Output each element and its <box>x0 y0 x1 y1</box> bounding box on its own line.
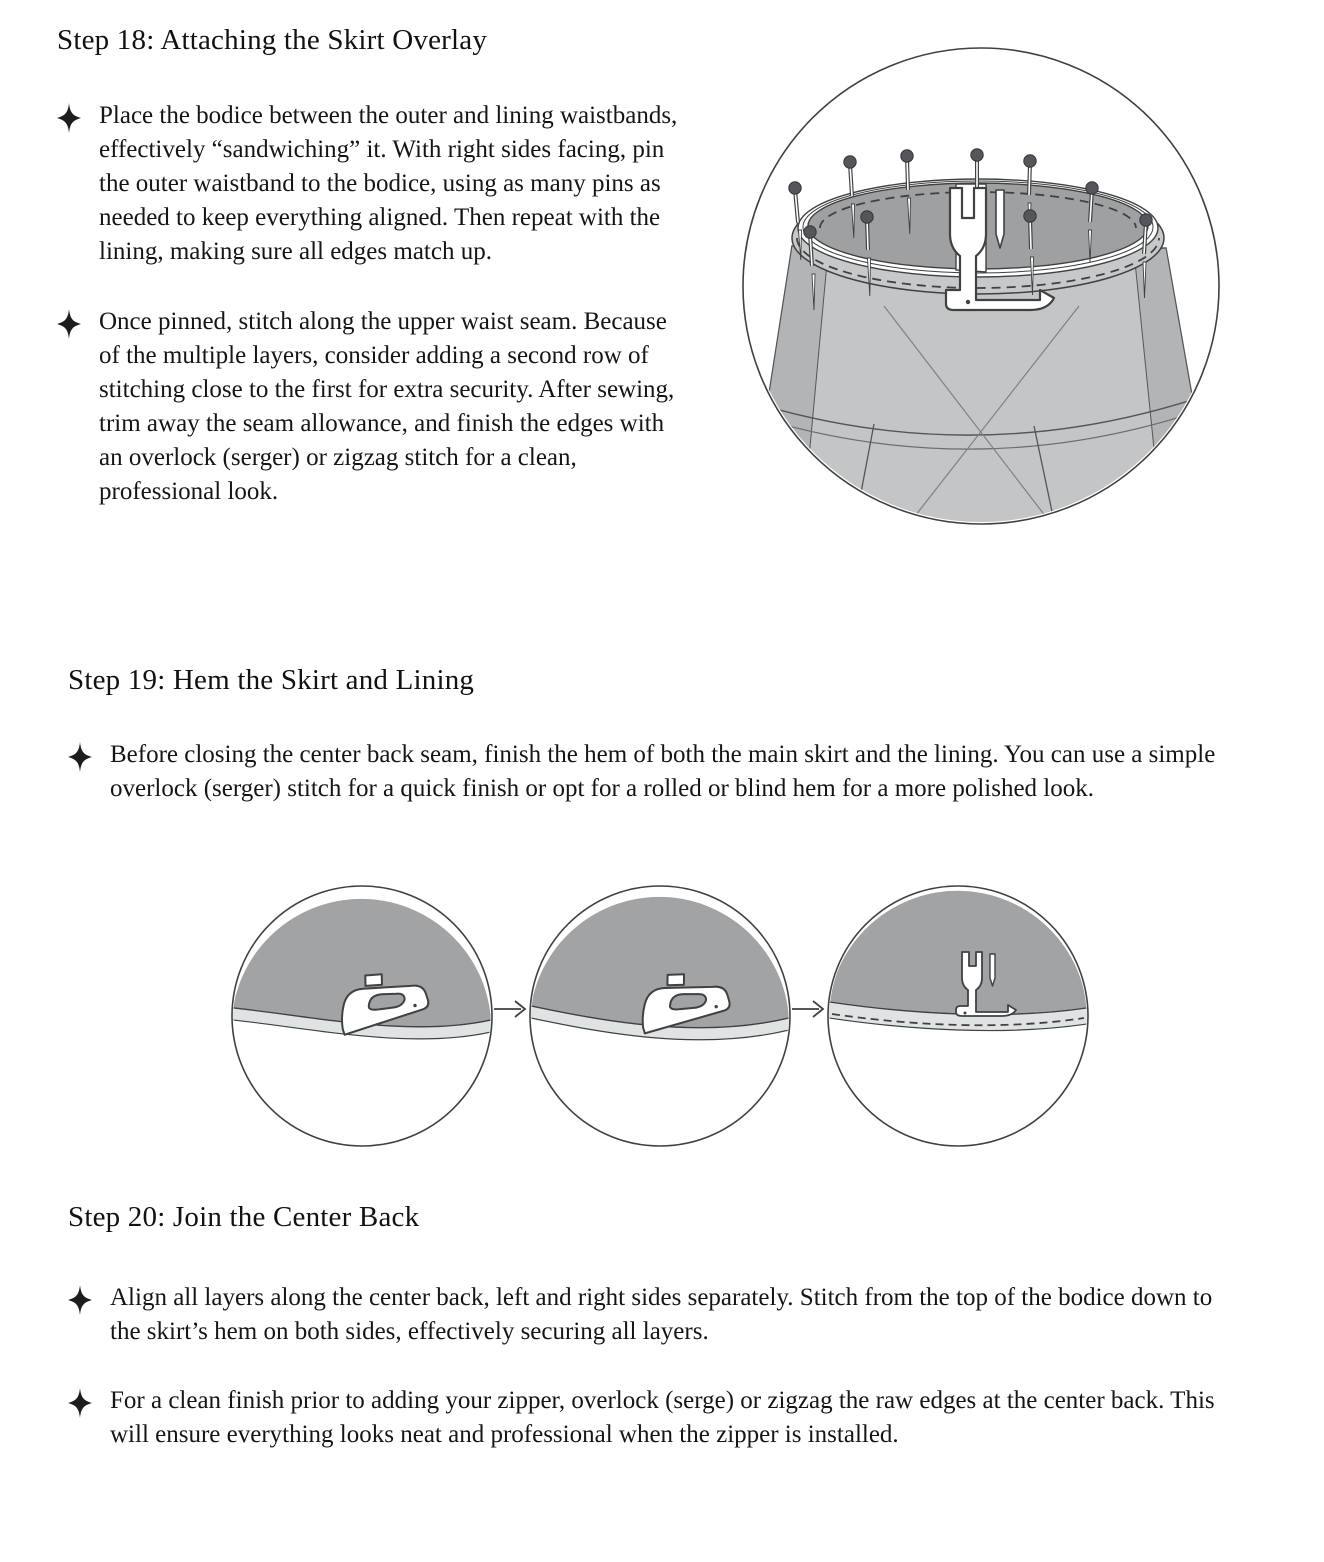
hem-press-step-2 <box>528 880 792 1150</box>
bullet-item <box>57 305 685 509</box>
bullet-text: Before closing the center back seam, finish the hem of both the main skirt and the lining. You can use a simple overlock (serger) stitch for a quick finish or opt for a rolled or blind hem for a more polished look. <box>110 741 1216 802</box>
star-bullet-icon <box>57 103 81 138</box>
bullet-text: Align all layers along the center back, left and right sides separately. Stitch from the top of the bodice down to the skirt’s hem on both sides, effectively securing all layers. <box>110 1284 1213 1345</box>
bullet-text: Once pinned, stitch along the upper waist seam. Because of the multiple layers, consider adding a second row of stitching close to the first for extra security. After sewing, trim away the seam allowance, and finish the edges with an overlock (serger) or zigzag stitch for a clean, professional look. <box>99 308 675 505</box>
bullet-item <box>68 1281 1236 1349</box>
hem-sequence-illustration <box>230 880 1090 1150</box>
step-20-bullets <box>68 1384 1236 1452</box>
hem-press-step-1 <box>230 880 494 1150</box>
step-18-bullets <box>57 99 685 509</box>
bullet-text: For a clean finish prior to adding your zipper, overlock (serge) or zigzag the raw edges at the center back. This will ensure everything looks neat and professional when the zipper is installed. <box>110 1387 1215 1448</box>
step-18-heading: Step 18: Attaching the Skirt Overlay <box>57 24 488 56</box>
star-bullet-icon <box>68 1285 92 1320</box>
bullet-text: Place the bodice between the outer and lining waistbands, effectively “sandwiching” it. With right sides facing, pin the outer waistband to the bodice, using as many pins as needed to keep everything aligned. Then repeat with the lining, making sure all edges match up. <box>99 102 678 265</box>
waistband-pinning-illustration <box>734 38 1226 534</box>
step-19-bullets <box>68 738 1236 806</box>
step-20-bullets <box>68 1281 1236 1349</box>
bullet-item <box>57 99 685 269</box>
hem-stitch-step-3 <box>826 880 1090 1150</box>
star-bullet-icon <box>57 309 81 344</box>
arrow-right-icon <box>792 998 826 1025</box>
bullet-item <box>68 1384 1236 1452</box>
arrow-right-icon <box>494 998 528 1025</box>
star-bullet-icon <box>68 742 92 777</box>
star-bullet-icon <box>68 1388 92 1423</box>
bullet-item <box>68 738 1236 806</box>
step-19-heading: Step 19: Hem the Skirt and Lining <box>68 664 475 696</box>
step-20-heading: Step 20: Join the Center Back <box>68 1201 420 1233</box>
